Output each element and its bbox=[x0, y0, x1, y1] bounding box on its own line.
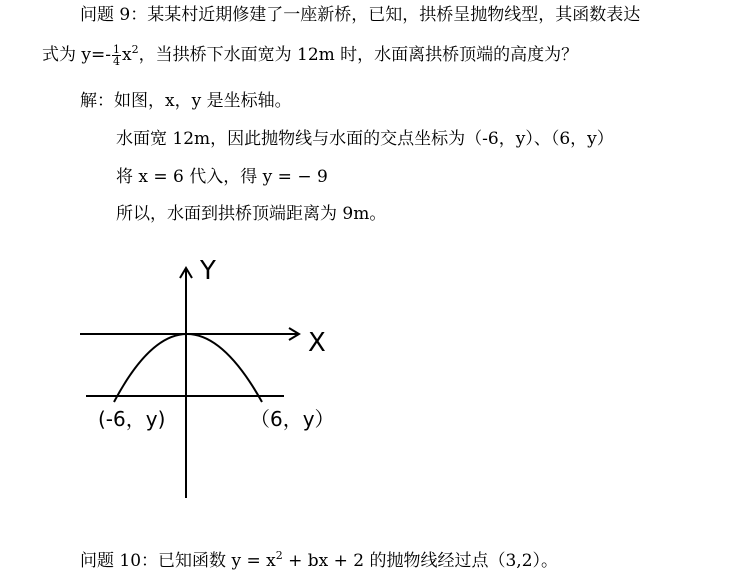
parabola-curve bbox=[114, 334, 262, 402]
solution-step-1: 水面宽 12m，因此抛物线与水面的交点坐标为（-6，y）、（6，y） bbox=[116, 129, 614, 149]
problem-9-line-1: 问题 9：某某村近期修建了一座新桥，已知，拱桥呈抛物线型，其函数表达 bbox=[80, 5, 641, 25]
formula-prefix: 式为 y=- bbox=[42, 45, 111, 65]
right-intersection-label: （6，y） bbox=[250, 407, 335, 431]
problem-10-line bbox=[80, 550, 558, 572]
problem-10-prefix: 问题 10：已知函数 y = x bbox=[80, 551, 276, 571]
problem-10-exponent: 2 bbox=[275, 549, 283, 562]
solution-intro: 解：如图，x，y 是坐标轴。 bbox=[80, 91, 292, 111]
solution-step-2: 将 x = 6 代入，得 y = − 9 bbox=[116, 167, 328, 187]
formula-variable: x bbox=[122, 45, 132, 65]
fraction-denominator: 4 bbox=[113, 55, 120, 68]
formula-exponent: 2 bbox=[131, 43, 139, 56]
fraction-numerator: 1 bbox=[113, 43, 120, 56]
problem-10-suffix: + bx + 2 的抛物线经过点（3,2）。 bbox=[282, 551, 559, 571]
solution-step-3: 所以，水面到拱桥顶端距离为 9m。 bbox=[116, 204, 387, 224]
y-axis-label: Y bbox=[200, 256, 216, 286]
problem-9-question: ，当拱桥下水面宽为 12m 时，水面离拱桥顶端的高度为？ bbox=[138, 45, 579, 65]
x-axis-label: X bbox=[308, 328, 326, 358]
left-intersection-label: (-6，y) bbox=[98, 407, 166, 431]
